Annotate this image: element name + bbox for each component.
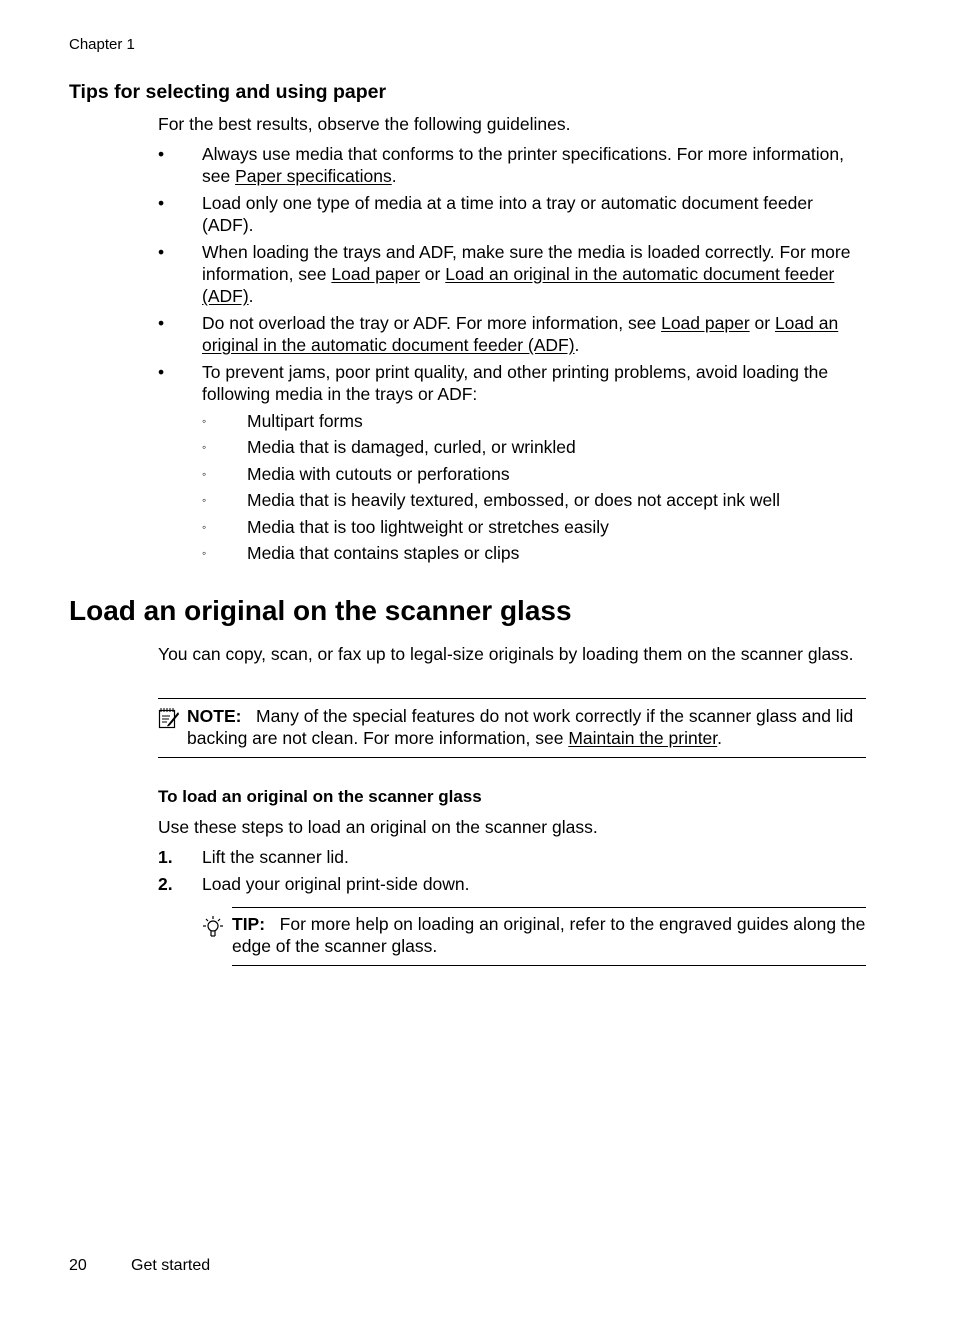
sub-list-item — [202, 516, 866, 538]
sub-list-item — [202, 463, 866, 485]
tips-heading: Tips for selecting and using paper — [69, 81, 387, 103]
sub-item-text: Media that is too lightweight or stretches easily — [247, 516, 609, 537]
step-item — [158, 873, 866, 895]
load-paper-link[interactable]: Load paper — [331, 264, 420, 284]
paper-specifications-link[interactable]: Paper specifications — [235, 166, 392, 186]
list-item — [158, 312, 866, 356]
note-box — [158, 698, 866, 758]
load-paper-link[interactable]: Load paper — [661, 313, 750, 333]
sub-bullet-mark: ◦ — [202, 414, 207, 428]
step-item — [158, 846, 866, 868]
sub-item-text: Media that contains staples or clips — [247, 542, 520, 563]
tips-bullet-list — [158, 143, 866, 569]
list-item — [158, 361, 866, 564]
punctuation: . — [391, 166, 397, 186]
lightbulb-icon — [202, 915, 224, 939]
bullet-mark: • — [158, 144, 165, 164]
bullet-mark: • — [158, 242, 165, 262]
tip-label: TIP: — [232, 914, 266, 934]
sub-bullet-mark: ◦ — [202, 440, 207, 455]
note-label: NOTE: — [187, 706, 242, 726]
tip-body: For more help on loading an original, refer to the engraved guides along the edge of the scanner glass. — [232, 914, 866, 956]
bullet-mark: • — [158, 362, 165, 382]
sub-item-text: Media that is heavily textured, embossed, or does not accept ink well — [247, 490, 781, 511]
bullet-mark: • — [158, 193, 165, 213]
footer-section-label: Get started — [131, 1257, 211, 1274]
note-pencil-icon — [158, 707, 180, 729]
bullet-text: To prevent jams, poor print quality, and other printing problems, avoid loading the following media in the trays or ADF: — [202, 362, 829, 404]
punctuation: . — [574, 335, 580, 355]
sub-list-item — [202, 436, 866, 458]
bullet-text: Always use media that conforms to the printer specifications. For more information, see — [202, 144, 844, 186]
list-item — [158, 143, 866, 187]
maintain-printer-link[interactable]: Maintain the printer — [568, 728, 718, 748]
load-original-adf-link[interactable]: Load an original in the automatic document feeder (ADF) — [202, 313, 839, 355]
sub-bullet-mark: ◦ — [202, 545, 207, 560]
bullet-text: When loading the trays and ADF, make sure the media is loaded correctly. For more information, see — [202, 242, 851, 284]
procedure-intro: Use these steps to load an original on the scanner glass. — [158, 817, 598, 837]
step-text: Lift the scanner lid. — [202, 847, 349, 867]
load-original-adf-link[interactable]: Load an original in the automatic document feeder (ADF) — [202, 264, 835, 306]
procedure-steps — [158, 846, 866, 900]
scanner-section-heading: Load an original on the scanner glass — [69, 595, 572, 626]
sub-list-item — [202, 542, 866, 564]
media-to-avoid-list — [202, 410, 866, 564]
sub-list-item — [202, 489, 866, 511]
page-number: 20 — [69, 1257, 87, 1274]
punctuation: . — [717, 728, 723, 748]
list-item — [158, 241, 866, 307]
sub-item-text: Media that is damaged, curled, or wrinkled — [247, 437, 576, 458]
note-body: Many of the special features do not work correctly if the scanner glass and lid backing are not clean. For more information, see — [187, 706, 854, 748]
bullet-text: Do not overload the tray or ADF. For more information, see — [202, 313, 662, 333]
sub-bullet-mark: ◦ — [202, 466, 207, 481]
punctuation: . — [248, 286, 254, 306]
connector-text: or — [749, 313, 775, 333]
tips-intro: For the best results, observe the following guidelines. — [158, 114, 571, 134]
procedure-heading: To load an original on the scanner glass — [158, 787, 482, 806]
scanner-intro: You can copy, scan, or fax up to legal-size originals by loading them on the scanner glass. — [158, 644, 854, 664]
running-header: Chapter 1 — [69, 36, 135, 53]
list-item — [158, 192, 866, 236]
sub-item-text: Multipart forms — [247, 411, 363, 431]
sub-bullet-mark: ◦ — [202, 519, 207, 534]
sub-list-item — [202, 410, 866, 432]
bullet-text: Load only one type of media at a time into a tray or automatic document feeder (ADF). — [202, 193, 813, 235]
step-text: Load your original print-side down. — [202, 874, 470, 894]
bullet-mark: • — [158, 313, 165, 333]
tip-text — [232, 913, 872, 957]
sub-item-text: Media with cutouts or perforations — [247, 463, 510, 484]
note-text — [187, 705, 867, 749]
step-number: 1. — [158, 847, 173, 867]
sub-bullet-mark: ◦ — [202, 493, 207, 508]
connector-text: or — [419, 264, 446, 284]
step-number: 2. — [158, 874, 173, 894]
